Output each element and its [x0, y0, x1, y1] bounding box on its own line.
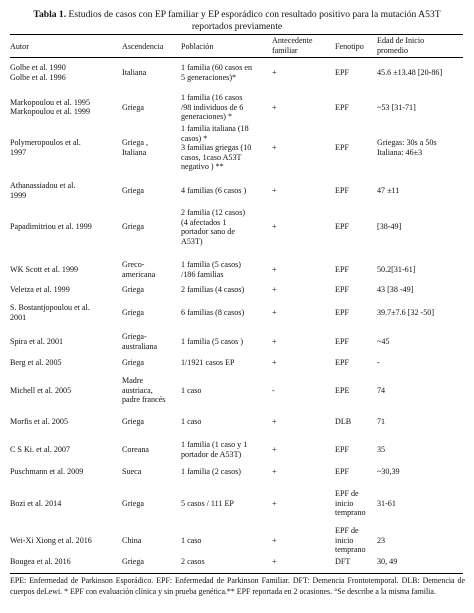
cell-fenotipo: EPF — [335, 336, 349, 346]
cell-ascendencia: Coreana — [122, 444, 149, 454]
cell-autor: Bozi et al. 2014 — [10, 498, 62, 508]
cell-poblacion: 6 familias (8 casos) — [181, 307, 245, 317]
cell-autor: Wei-Xi Xiong et al. 2016 — [10, 535, 92, 545]
cell-antecedente: + — [272, 185, 277, 195]
cell-autor: Puschmann et al. 2009 — [10, 467, 84, 476]
cell-edad: [38-49] — [377, 222, 402, 232]
cell-edad: 47 ±11 — [377, 185, 400, 195]
cell-fenotipo: EPF — [335, 67, 349, 77]
cell-fenotipo: EPF — [335, 185, 349, 195]
cell-fenotipo: DFT — [335, 557, 351, 566]
cell-antecedente: + — [272, 285, 277, 294]
cell-ascendencia: Griega — [122, 222, 145, 232]
cell-ascendencia: Griega — [122, 358, 145, 367]
header-antecedente: Antecedente familiar — [272, 36, 313, 55]
cell-ascendencia: Griega — [122, 102, 145, 112]
cell-edad: 39.7±7.6 [32 -50] — [377, 307, 435, 317]
cell-edad: 71 — [377, 417, 386, 426]
cell-antecedente: + — [272, 535, 277, 545]
cell-antecedente: + — [272, 557, 277, 566]
cell-edad: 30, 49 — [377, 557, 398, 566]
cell-edad: 50.2[31-61] — [377, 264, 416, 274]
cell-poblacion: 5 casos / 111 EP — [181, 498, 234, 508]
cell-autor: Bougea et al. 2016 — [10, 557, 71, 566]
header-ascendencia: Ascendencia — [122, 42, 164, 51]
cell-ascendencia: Sueca — [122, 467, 142, 476]
cell-fenotipo: EPF — [335, 467, 349, 476]
cell-antecedente: + — [272, 467, 277, 476]
cell-ascendencia: Griega , Italiana — [122, 138, 149, 157]
cell-poblacion: 1 caso — [181, 417, 202, 426]
cell-edad: 23 — [377, 535, 386, 545]
cell-autor: C S Ki. et al. 2007 — [10, 444, 71, 454]
cell-poblacion: 1 familia (5 casos ) — [181, 336, 244, 346]
cell-autor: Golbe et al. 1990 Golbe et al. 1996 — [10, 63, 66, 82]
cell-ascendencia: Griega — [122, 185, 145, 195]
table-caption-label: Tabla 1. — [33, 9, 67, 20]
cell-fenotipo: EPF — [335, 358, 349, 367]
cell-autor: S. Bostantjopoulou et al. 2001 — [10, 303, 90, 322]
cell-poblacion: 1 familia (60 casos en 5 generaciones)* — [181, 63, 253, 82]
cell-antecedente: + — [272, 307, 277, 317]
cell-antecedente: + — [272, 222, 277, 232]
cell-fenotipo: EPF — [335, 307, 349, 317]
header-poblacion: Población — [181, 42, 214, 51]
cell-poblacion: 1/1921 casos EP — [181, 358, 235, 367]
cell-ascendencia: Italiana — [122, 67, 147, 77]
cell-antecedente: + — [272, 417, 277, 426]
cell-antecedente: + — [272, 67, 277, 77]
cell-fenotipo: EPF — [335, 143, 349, 153]
table-top-rule — [10, 34, 463, 35]
cell-fenotipo: EPF — [335, 285, 349, 294]
cell-autor: Michell et al. 2005 — [10, 385, 72, 395]
cell-poblacion: 1 familia (2 casos) — [181, 467, 242, 476]
cell-ascendencia: Griega — [122, 498, 145, 508]
cell-ascendencia: Griega — [122, 285, 145, 294]
cell-autor: WK Scott et al. 1999 — [10, 264, 79, 274]
cell-fenotipo: EPF — [335, 102, 349, 112]
cell-poblacion: 1 familia (16 casos /98 individuos de 6 generaciones) * — [181, 93, 244, 122]
table-bottom-rule — [10, 573, 463, 574]
cell-fenotipo: DLB — [335, 417, 352, 426]
cell-antecedente: + — [272, 102, 277, 112]
cell-fenotipo: EPF de inicio temprano — [335, 526, 366, 555]
cell-autor: Morfis et al. 2005 — [10, 417, 68, 426]
cell-autor: Papadimitriou et al. 1999 — [10, 222, 92, 232]
cell-autor: Athanassiadou et al. 1999 — [10, 181, 76, 200]
cell-poblacion: 1 caso — [181, 385, 202, 395]
cell-fenotipo: EPF — [335, 444, 349, 454]
cell-edad: ~53 [31-71] — [377, 102, 416, 112]
cell-ascendencia: Griega — [122, 417, 145, 426]
header-bottom-rule — [10, 57, 463, 58]
cell-poblacion: 2 familias (4 casos) — [181, 285, 245, 294]
cell-fenotipo: EPF — [335, 264, 349, 274]
cell-edad: - — [377, 358, 380, 367]
cell-edad: 31-61 — [377, 498, 396, 508]
header-edad: Edad de Inicio promedio — [377, 36, 425, 55]
cell-edad: 45.6 ±13.48 [20-86] — [377, 67, 443, 77]
header-fenotipo: Fenotipo — [335, 42, 364, 51]
cell-autor: Spira et al. 2001 — [10, 336, 64, 346]
table-caption-text: Estudios de casos con EP familiar y EP esporádico con resultado positivo para la mutación A53T reportados previamente — [66, 9, 441, 32]
cell-antecedente: + — [272, 336, 277, 346]
cell-antecedente: - — [272, 385, 275, 395]
cell-ascendencia: Griega — [122, 307, 145, 317]
cell-ascendencia: China — [122, 535, 142, 545]
cell-poblacion: 2 familia (12 casos) (4 afectados 1 portador sano de A53T) — [181, 208, 246, 246]
cell-antecedente: + — [272, 264, 277, 274]
cell-antecedente: + — [272, 358, 277, 367]
table-caption — [14, 9, 460, 32]
cell-edad: 35 — [377, 444, 386, 454]
cell-fenotipo: EPE — [335, 385, 350, 395]
cell-poblacion: 4 familias (6 casos ) — [181, 185, 247, 195]
cell-ascendencia: Greco- americana — [122, 260, 156, 279]
cell-ascendencia: Griega- australiana — [122, 332, 158, 351]
cell-antecedente: + — [272, 498, 277, 508]
cell-ascendencia: Griega — [122, 557, 145, 566]
header-autor: Autor — [10, 42, 29, 51]
cell-ascendencia: Madre austriaca, padre francés — [122, 376, 166, 405]
cell-poblacion: 1 familia (5 casos) /186 familias — [181, 260, 242, 279]
cell-autor: Markopoulou et al. 1995 Markopoulou et al. 1999 — [10, 97, 91, 117]
cell-edad: 43 [38 -49] — [377, 285, 414, 294]
cell-autor: Polymeropoulos et al. 1997 — [10, 138, 81, 157]
cell-fenotipo: EPF de inicio temprano — [335, 489, 366, 518]
cell-edad: ~30,39 — [377, 467, 400, 476]
cell-autor: Berg et al. 2005 — [10, 358, 62, 367]
cell-fenotipo: EPF — [335, 222, 349, 232]
cell-poblacion: 1 caso — [181, 535, 202, 545]
cell-antecedente: + — [272, 143, 277, 153]
table-footnote: EPE: Enfermedad de Parkinson Esporádico. EPF: Enfermedad de Parkinson Familiar. DFT: Demencia Frontotemporal. DLB: Demencia de cuerpos deLewi. * EPF con evaluación clínica y sin prueba genética.** EPF reportada en 2 ocasiones. °Se describe a la misma familia. — [10, 576, 465, 596]
cell-autor: Veletza et al. 1999 — [10, 285, 70, 294]
cell-poblacion: 2 casos — [181, 557, 205, 566]
cell-edad: Griegas: 30s a 50s Italiana: 46±3 — [377, 138, 437, 157]
cell-antecedente: + — [272, 444, 277, 454]
cell-edad: 74 — [377, 385, 386, 395]
cell-poblacion: 1 familia (1 caso y 1 portador de A53T) — [181, 440, 248, 459]
cell-poblacion: 1 familia italiana (18 casos) * 3 familias griegas (10 casos, 1caso A53T negativo ) ** — [181, 124, 252, 172]
cell-edad: ~45 — [377, 336, 390, 346]
